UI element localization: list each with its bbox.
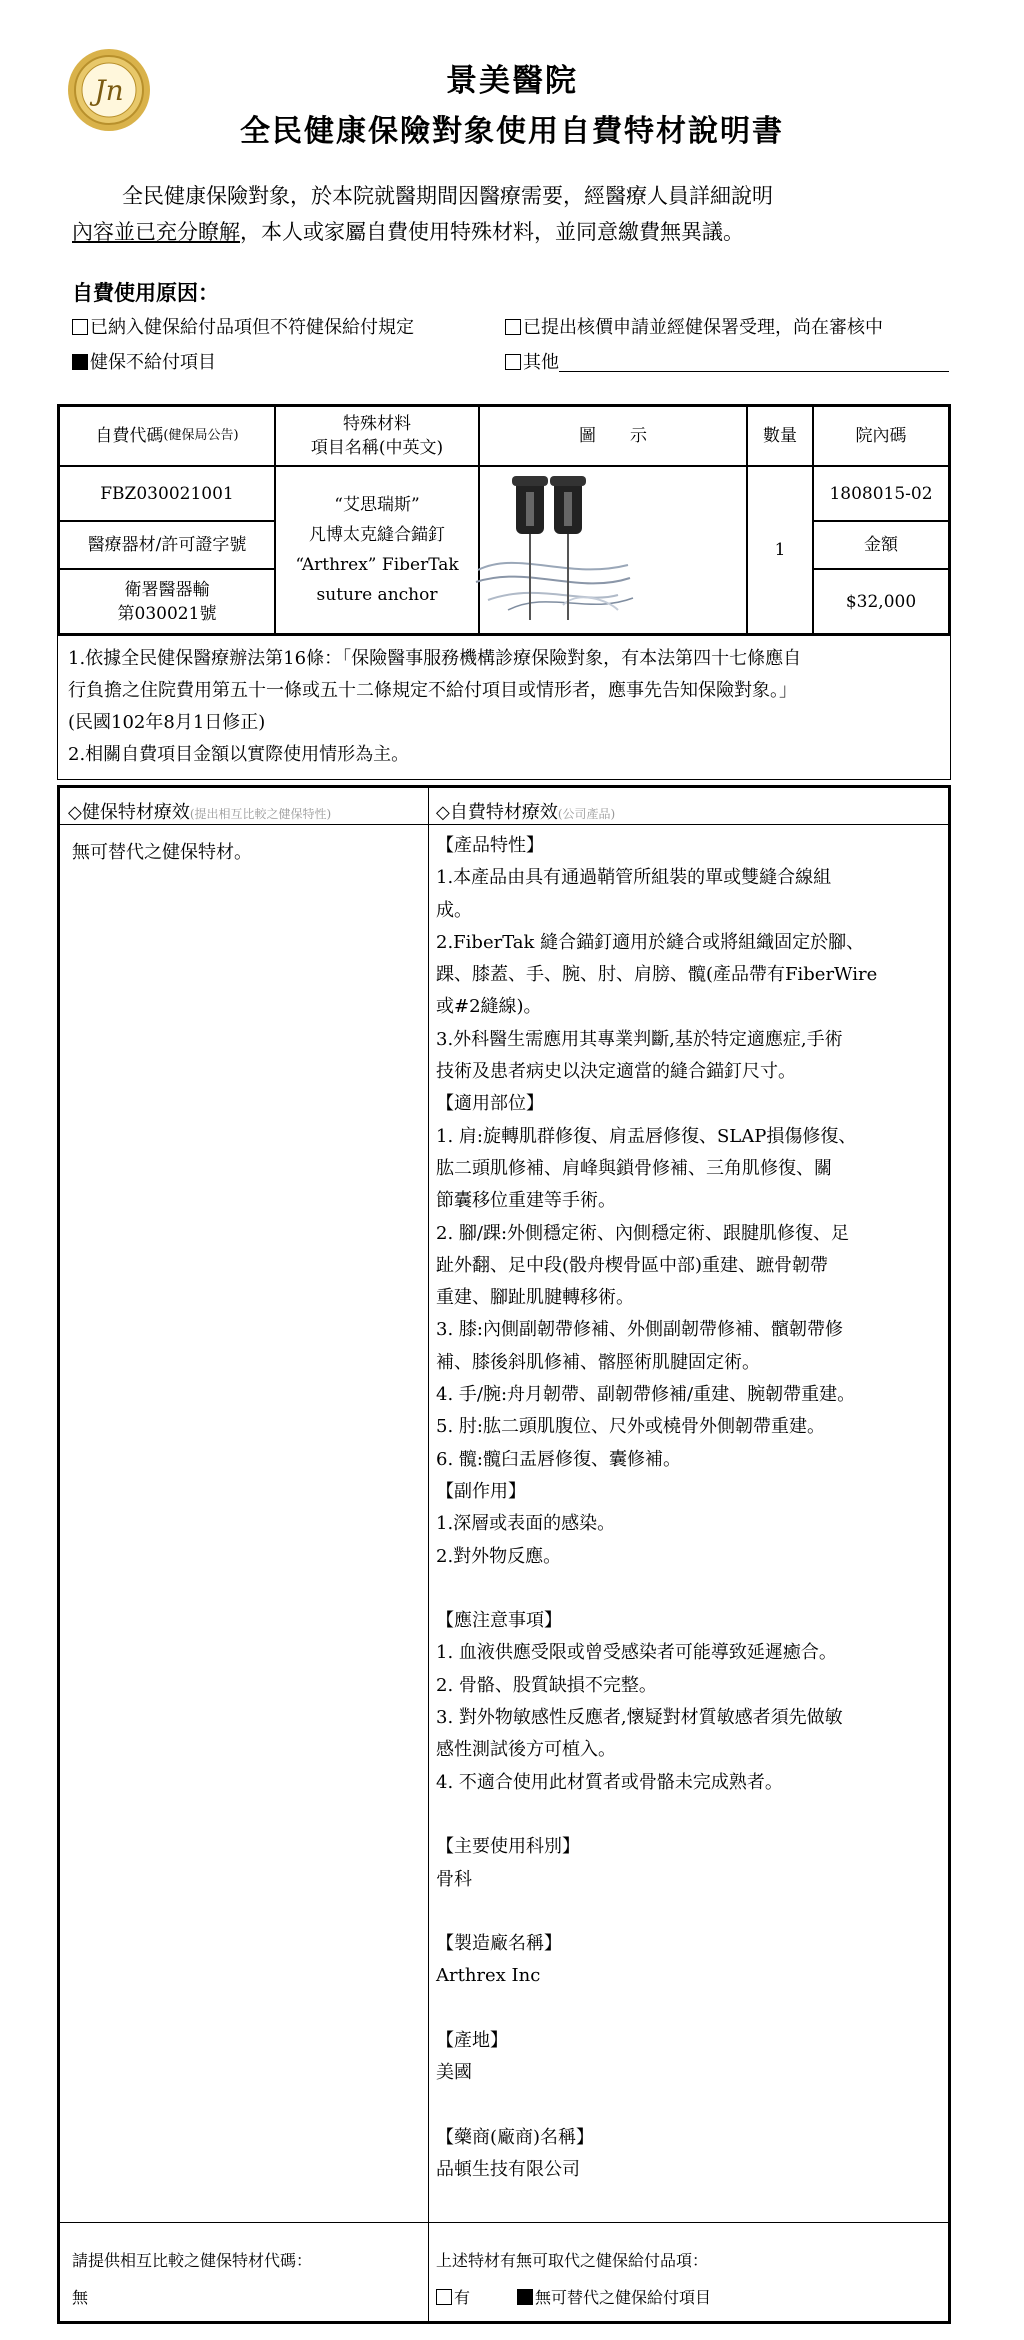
detail-line: 踝、膝蓋、手、腕、肘、肩膀、髖(產品帶有FiberWire [436, 964, 878, 986]
reason-option-4-label: 其他 [523, 352, 559, 373]
note-line-3: (民國102年8月1日修正) [68, 712, 266, 733]
checkbox-checked-icon[interactable] [517, 2289, 533, 2305]
checkbox-icon[interactable] [505, 354, 521, 370]
amount-label: 金額 [813, 521, 949, 569]
intro-line-2-rest: ，本人或家屬自費使用特殊材料，並同意繳費無異議。 [240, 220, 744, 244]
license-number: 衛署醫器輸 第030021號 [59, 569, 275, 634]
detail-line: 2. 腳/踝:外側穩定術、內側穩定術、跟腱肌修復、足 [436, 1222, 850, 1244]
header-image: 圖 示 [479, 406, 747, 466]
detail-line: 2. 骨骼、股質缺損不完整。 [436, 1674, 657, 1696]
logo-lettering: Jn [94, 74, 124, 107]
detail-line: 1.深層或表面的感染。 [436, 1513, 616, 1535]
header-hospital-code: 院內碼 [813, 406, 949, 466]
comparison-table [57, 785, 951, 2324]
reason-option-1-label: 已納入健保給付品項但不符健保給付規定 [90, 317, 414, 338]
reason-option-2[interactable] [505, 313, 883, 339]
detail-line: 骨科 [436, 1868, 472, 1890]
reason-option-4[interactable] [505, 348, 949, 374]
checkbox-icon[interactable] [436, 2289, 452, 2305]
detail-line: 【主要使用科別】 [436, 1836, 580, 1858]
header-item-name: 特殊材料 項目名稱(中英文) [275, 406, 479, 466]
detail-line: 趾外翻、足中段(骰舟楔骨區中部)重建、蹠骨韌帶 [436, 1254, 829, 1276]
reason-option-3-label: 健保不給付項目 [90, 352, 216, 373]
detail-line: 3. 對外物敏感性反應者,懷疑對材質敏感者須先做敏 [436, 1707, 843, 1729]
right-column-header: ◇自費特材療效(公司產品) [436, 802, 616, 823]
detail-line: 補、膝後斜肌修補、髂脛術肌腱固定術。 [436, 1351, 760, 1373]
reason-option-1[interactable] [72, 313, 414, 339]
detail-line: 【產品特性】 [436, 835, 544, 856]
detail-line: 節囊移位重建等手術。 [436, 1190, 616, 1212]
detail-line: 6. 髖:髖臼盂唇修復、囊修補。 [436, 1448, 681, 1470]
left-column-header: ◇健保特材療效(提出相互比較之健保特性) [68, 802, 332, 823]
note-line-1: 1.依據全民健保醫療辦法第16條：「保險醫事服務機構診療保險對象，有本法第四十七條應自 [68, 648, 802, 669]
header-divider [60, 824, 948, 825]
suture-anchor-image [468, 470, 638, 620]
hospital-name: 景美醫院 [446, 63, 578, 99]
header-code: 自費代碼 (健保局公告) [59, 406, 275, 466]
detail-line: 重建、腳趾肌腱轉移術。 [436, 1287, 634, 1309]
detail-line [436, 1799, 941, 1831]
reason-option-2-label: 已提出核價申請並經健保署受理，尚在審核中 [523, 317, 883, 338]
checkbox-icon[interactable] [505, 319, 521, 335]
checkbox-checked-icon[interactable] [72, 354, 88, 370]
detail-line: 技術及患者病史以決定適當的縫合錨釘尺寸。 [436, 1061, 796, 1083]
notes-block [57, 636, 951, 780]
detail-line: 【藥商(廠商)名稱】 [436, 2126, 595, 2148]
reason-heading: 自費使用原因： [72, 280, 219, 305]
footer-right-label: 上述特材有無可取代之健保給付品項： [436, 2251, 709, 2270]
note-line-4: 2.相關自費項目金額以實際使用情形為主。 [68, 744, 410, 765]
license-label: 醫療器材/許可證字號 [59, 521, 275, 569]
detail-line [436, 1993, 941, 2025]
footer-option-no[interactable]: 無可替代之健保給付項目 [517, 2285, 711, 2308]
detail-line: 2.FiberTak 縫合錨釘適用於縫合或將組織固定於腳、 [436, 931, 865, 953]
page-title: 全民健康保險對象使用自費特材說明書 [240, 114, 784, 149]
detail-line: 或#2縫線)。 [436, 996, 542, 1018]
detail-line [436, 1896, 941, 1928]
detail-line: 肱二頭肌修補、肩峰與鎖骨修補、三角肌修復、關 [436, 1157, 832, 1179]
detail-line: 【副作用】 [436, 1480, 526, 1502]
detail-line: 感性測試後方可植入。 [436, 1739, 616, 1761]
detail-line: 【製造廠名稱】 [436, 1933, 562, 1955]
self-pay-material-details [436, 830, 941, 2186]
detail-line: 4. 不適合使用此材質者或骨骼未完成熟者。 [436, 1771, 783, 1793]
checkbox-icon[interactable] [72, 319, 88, 335]
column-divider [428, 788, 429, 2321]
detail-line: 【應注意事項】 [436, 1610, 562, 1632]
detail-line [436, 2090, 941, 2122]
intro-paragraph [72, 178, 962, 250]
detail-line: 4. 手/腕:舟月韌帶、副韌帶修補/重建、腕韌帶重建。 [436, 1384, 856, 1406]
detail-line: 3.外科醫生需應用其專業判斷,基於特定適應症,手術 [436, 1028, 843, 1050]
detail-line: 品頓生技有限公司 [436, 2159, 580, 2181]
item-name: “艾思瑞斯” 凡博太克縫合錨釘 “Arthrex” FiberTak suture anchor [275, 466, 479, 634]
detail-line: 美國 [436, 2062, 472, 2084]
detail-line: 2.對外物反應。 [436, 1545, 562, 1567]
detail-line: 【產地】 [436, 2029, 508, 2051]
footer-divider [60, 2222, 948, 2223]
item-code: FBZ030021001 [59, 466, 275, 521]
nhi-material-text: 無可替代之健保特材。 [72, 842, 252, 863]
detail-line: 5. 肘:肱二頭肌腹位、尺外或橈骨外側韌帶重建。 [436, 1416, 825, 1438]
detail-line [436, 1573, 941, 1605]
detail-line: 成。 [436, 899, 472, 921]
reason-option-3[interactable] [72, 348, 216, 374]
item-amount: $32,000 [813, 569, 949, 634]
item-quantity: 1 [747, 466, 813, 634]
detail-line: 1. 肩:旋轉肌群修復、肩盂唇修復、SLAP損傷修復、 [436, 1125, 857, 1147]
footer-option-yes[interactable]: 有 [436, 2285, 470, 2308]
intro-line-2 [72, 214, 962, 250]
detail-line: 3. 膝:內側副韌帶修補、外側副韌帶修補、髕韌帶修 [436, 1319, 843, 1341]
detail-line: 1.本產品由具有通過鞘管所組裝的單或雙縫合線組 [436, 867, 832, 889]
item-hospital-code: 1808015-02 [813, 466, 949, 521]
intro-line-1: 全民健康保險對象，於本院就醫期間因醫療需要，經醫療人員詳細說明 [122, 184, 773, 208]
other-fill-line [559, 353, 949, 372]
footer-left-value: 無 [72, 2288, 89, 2307]
note-line-2: 行負擔之住院費用第五十一條或五十二條規定不給付項目或情形者，應事先告知保險對象。」 [68, 680, 797, 701]
intro-underlined: 內容並已充分瞭解 [72, 220, 240, 244]
detail-line: 1. 血液供應受限或曾受感染者可能導致延遲癒合。 [436, 1642, 837, 1664]
detail-line: 【適用部位】 [436, 1093, 544, 1115]
header-quantity: 數量 [747, 406, 813, 466]
footer-left-label: 請提供相互比較之健保特材代碼： [72, 2251, 313, 2270]
detail-line: Arthrex Inc [436, 1965, 541, 1987]
